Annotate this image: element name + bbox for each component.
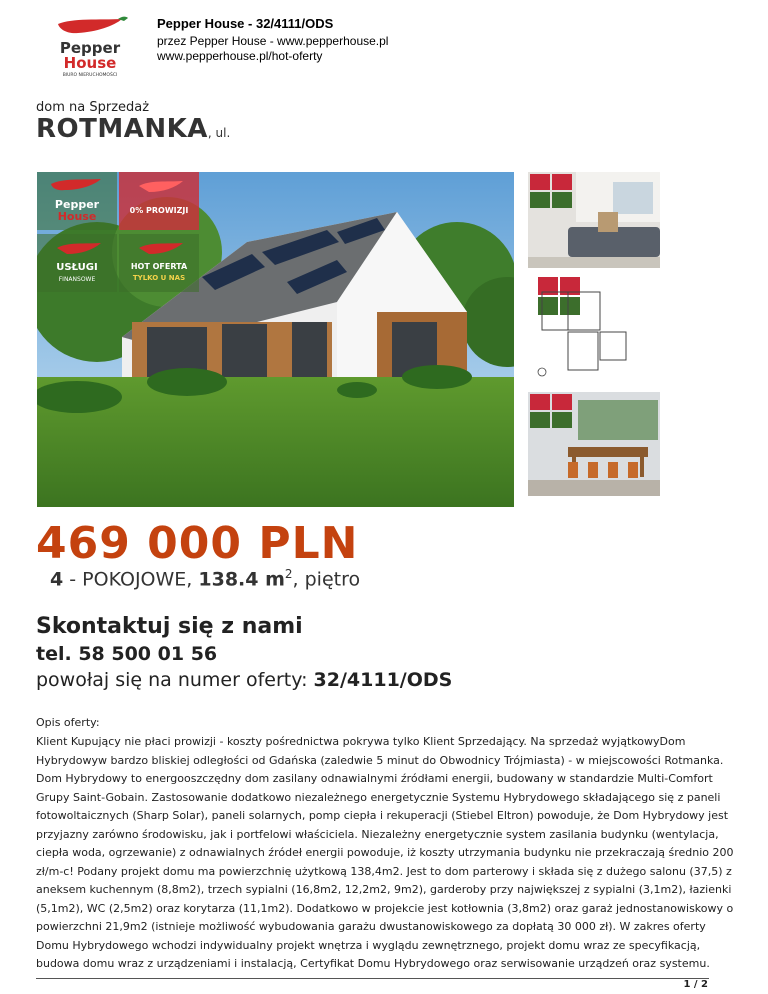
- svg-text:Pepper: Pepper: [59, 39, 121, 57]
- description-text: Klient Kupujący nie płaci prowizji - koszty pośrednictwa pokrywa tylko Klient Sprzedający. Na sprzedaż wyjątkowyDom Hybrydowyw bardzo bliskiej odległości od Gdańska (zaledwie 5 minut do Obwodnicy Trójmiasta) - w miejscowości Rotmanka. Dom Hybrydowy to energooszczędny dom zasilany odnawialnymi źródłami energii, budowany w standardzie Multi-Comfort Grupy Saint-Gobain. Zastosowanie dodatkowo niezależnego energetycznie Systemu Hybrydowego składającego się z paneli fotowoltaicznych (Sharp Solar), paneli solarnych, pomp ciepła i rekuperacji (Stiebel Eltron) powoduje, że Dom Hybrydowy jest przyjazny zarówno środowisku, jak i portfelowi właściciela. Niezależny energetycznie system zasilania budynku (wentylacja, ciepła woda, ogrzewanie) z odnawialnych źródeł energii powoduje, iż koszty utrzymania budynku nie przekraczają średnio 200 zł/m-c! Podany projekt domu ma powierzchnię użytkową 138,4m2. Jest to dom parterowy i składa się z dużego salonu (37,5) z aneksem kuchennym (8,8m2), trzech sypialni (16,8m2, 12,2m2, 9m2), garderoby przy największej z sypialni (3,1m2), łazienki (5,1m2), WC (2,5m2) oraz korytarza (11,1m2). Dodatkowo w projekcie jest kotłownia (3,8m2) oraz garaż jednostanowiskowy o powierzchni 21,9m2 (istnieje możliwość wybudowania garażu dwustanowiskowego za dopłatą 30 000 zł). W zakres oferty Domu Hybrydowego wchodzi indywidualny projekt wnętrza i wyglądu zewnętrznego, projekt domu wraz ze specyfikacją, budowa domu wraz z urządzeniami i instalacją, Certyfikat Domu Hybrydowego oraz serwisowanie urządzeń oraz systemu.: [36, 735, 734, 970]
- contact-heading: Skontaktuj się z nami: [36, 614, 303, 639]
- offer-reference-number: 32/4111/ODS: [313, 669, 453, 691]
- badge-zero-commission: [119, 172, 199, 230]
- phone-number[interactable]: tel. 58 500 01 56: [36, 643, 218, 665]
- description-label: Opis oferty:: [36, 716, 100, 729]
- footer-divider: [36, 978, 709, 979]
- floor-label: , piętro: [292, 568, 361, 591]
- svg-text:House: House: [57, 210, 97, 223]
- badge-zero-commission-label: 0% PROWIZJI: [129, 206, 189, 215]
- badge-hot-offer-sublabel: TYLKO U NAS: [132, 274, 186, 282]
- rooms-label: - POKOJOWE,: [63, 568, 199, 591]
- thumbnail-floor-plan[interactable]: [528, 277, 660, 382]
- rooms-count: 4: [50, 568, 64, 591]
- header-title: Pepper House - 32/4111/ODS: [157, 16, 334, 31]
- street-suffix: , ul.: [207, 126, 231, 140]
- offer-reference-label: powołaj się na numer oferty:: [36, 669, 314, 691]
- main-property-photo[interactable]: [37, 172, 514, 507]
- thumbnail-dining-room[interactable]: [528, 392, 660, 496]
- street-title: ROTMANKA: [36, 114, 208, 144]
- offer-reference: [36, 669, 452, 691]
- badge-hot-offer-label: HOT OFERTA: [130, 262, 188, 271]
- property-details: [50, 567, 360, 590]
- property-type: dom na Sprzedaż: [36, 100, 150, 115]
- header-agency-line: przez Pepper House - www.pepperhouse.pl: [157, 34, 389, 48]
- svg-text:Pepper: Pepper: [54, 198, 100, 211]
- pepper-house-logo[interactable]: [50, 16, 130, 78]
- badge-hot-offer: [119, 234, 199, 292]
- badges-grid: [37, 172, 197, 310]
- area-unit-sup: 2: [284, 567, 293, 581]
- badge-services-sublabel: FINANSOWE: [58, 276, 96, 283]
- header-url[interactable]: www.pepperhouse.pl/hot-oferty: [157, 49, 323, 63]
- badge-logo: [37, 172, 117, 230]
- badge-services: [37, 234, 117, 292]
- thumbnail-living-room[interactable]: [528, 172, 660, 268]
- page-number: 1 / 2: [683, 979, 708, 990]
- area-value: 138.4 m: [198, 568, 285, 591]
- svg-text:BIURO NIERUCHOMOŚCI: BIURO NIERUCHOMOŚCI: [62, 73, 118, 78]
- price: 469 000 PLN: [36, 518, 359, 569]
- street-name: [36, 114, 230, 144]
- badge-services-label: USŁUGI: [56, 262, 98, 273]
- svg-text:House: House: [63, 54, 117, 72]
